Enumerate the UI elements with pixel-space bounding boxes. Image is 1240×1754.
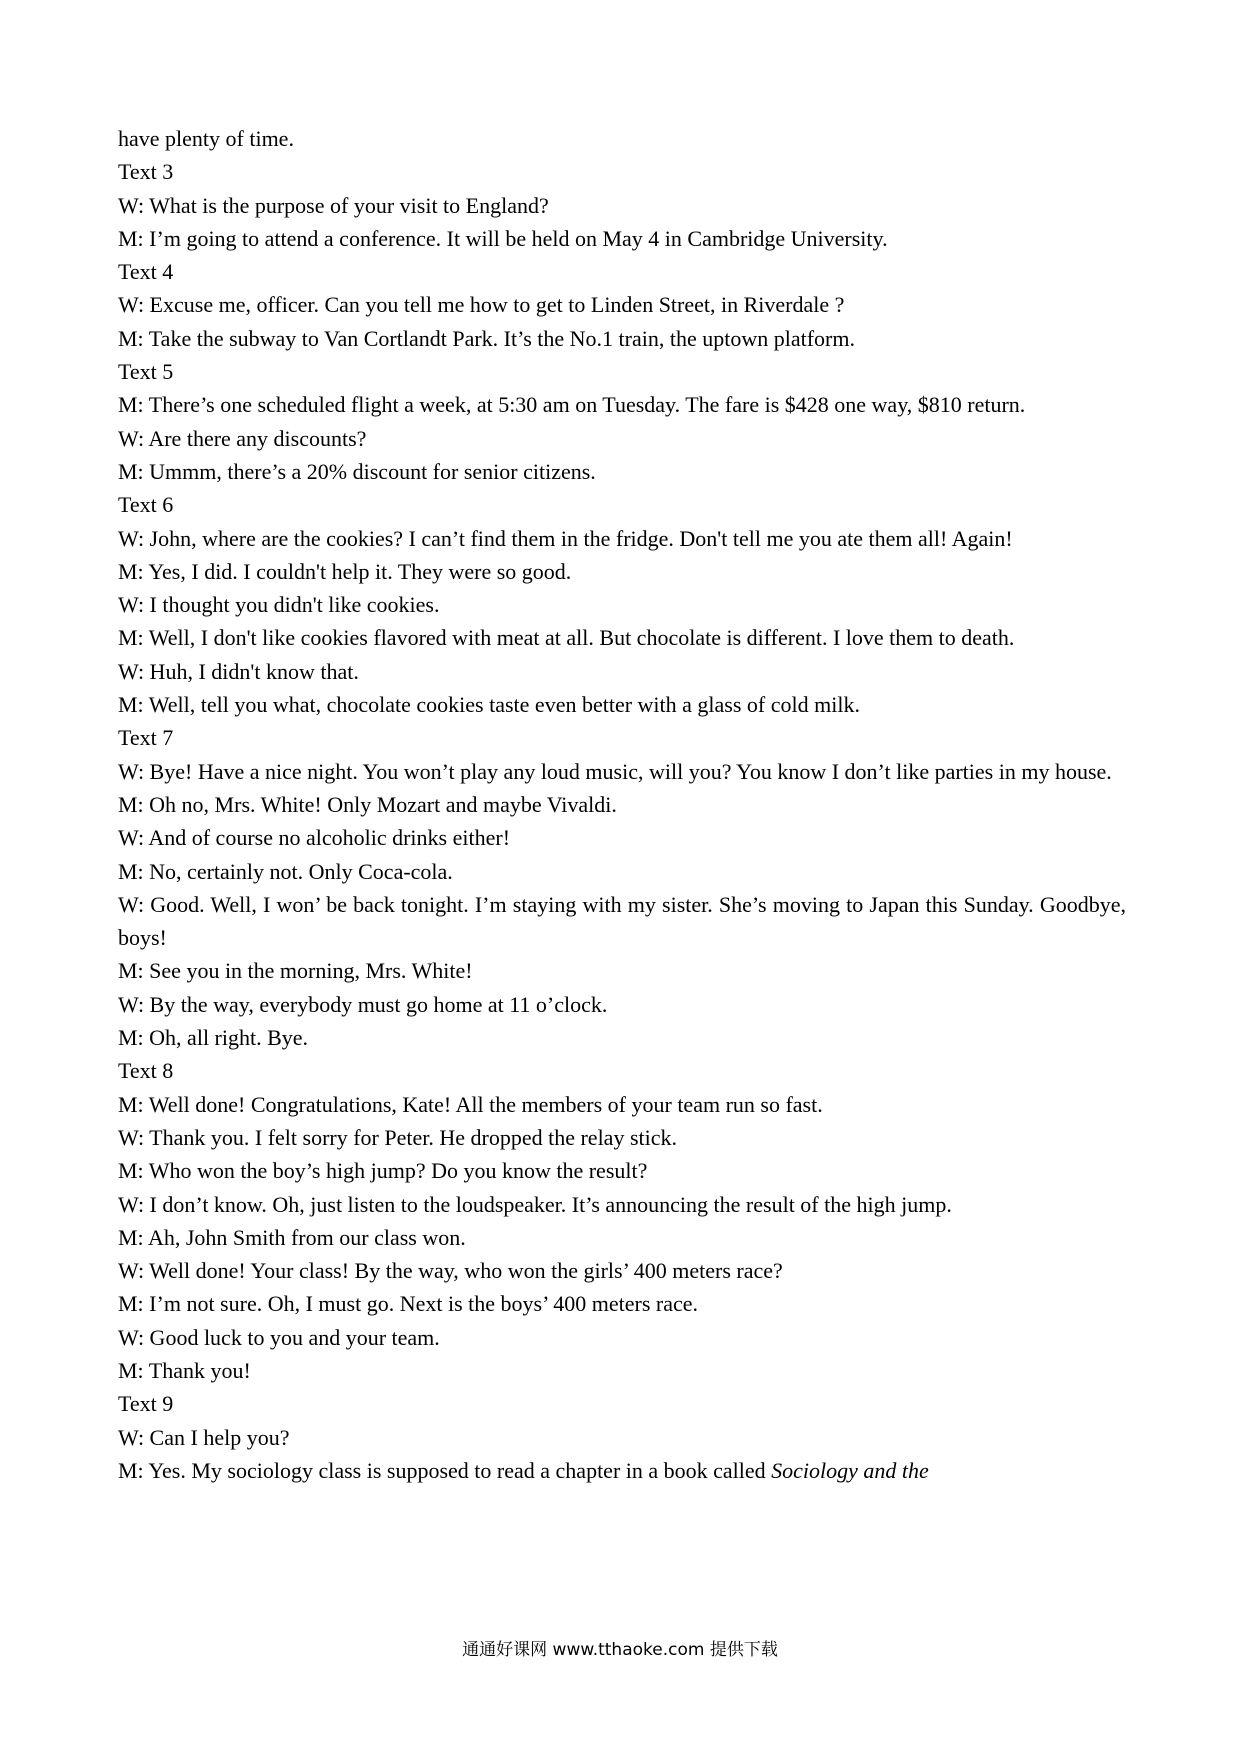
- dialogue-line: W: I thought you didn't like cookies.: [118, 592, 440, 618]
- section-heading: Text 9: [118, 1391, 174, 1417]
- dialogue-line: W: Excuse me, officer. Can you tell me how to get to Linden Street, in Riverdale ?: [118, 292, 845, 318]
- section-heading: Text 6: [118, 492, 174, 518]
- dialogue-line: W: What is the purpose of your visit to England?: [118, 192, 549, 218]
- dialogue-line: W: Can I help you?: [118, 1424, 290, 1450]
- dialogue-paragraph: W: Good. Well, I won’ be back tonight. I’m staying with my sister. She’s moving to Japan this Sunday. Goodbye, boys!: [118, 891, 1126, 951]
- dialogue-line: W: Huh, I didn't know that.: [118, 658, 359, 684]
- dialogue-line: M: Well, tell you what, chocolate cookies taste even better with a glass of cold milk.: [118, 692, 860, 718]
- dialogue-line: M: Ah, John Smith from our class won.: [118, 1224, 466, 1250]
- page-footer: 通通好课网 www.tthaoke.com 提供下载: [462, 1640, 778, 1660]
- dialogue-line: W: Thank you. I felt sorry for Peter. He dropped the relay stick.: [118, 1124, 678, 1150]
- section-heading: Text 8: [118, 1058, 174, 1084]
- dialogue-line: M: Take the subway to Van Cortlandt Park. It’s the No.1 train, the uptown platform.: [118, 325, 855, 351]
- dialogue-line: M: See you in the morning, Mrs. White!: [118, 958, 473, 984]
- dialogue-paragraph: W: Bye! Have a nice night. You won’t play any loud music, will you? You know I don’t like parties in my house.: [118, 758, 1112, 784]
- book-title: Sociology and the: [771, 1457, 929, 1483]
- section-heading: Text 7: [118, 725, 174, 751]
- section-heading: Text 4: [118, 259, 174, 285]
- text-line: have plenty of time.: [118, 126, 294, 151]
- dialogue-line: W: By the way, everybody must go home at 11 o’clock.: [118, 991, 608, 1017]
- dialogue-line: M: I’m going to attend a conference. It will be held on May 4 in Cambridge University.: [118, 225, 888, 251]
- dialogue-line: W: Well done! Your class! By the way, who won the girls’ 400 meters race?: [118, 1258, 783, 1284]
- dialogue-text: M: Yes. My sociology class is supposed to read a chapter in a book called: [118, 1457, 772, 1483]
- dialogue-line: M: Well done! Congratulations, Kate! All the members of your team run so fast.: [118, 1091, 823, 1117]
- dialogue-line: M: Thank you!: [118, 1357, 251, 1383]
- dialogue-line: M: Yes, I did. I couldn't help it. They were so good.: [118, 558, 572, 584]
- dialogue-paragraph-last: [118, 1454, 1126, 1487]
- section-heading: Text 3: [118, 159, 174, 185]
- dialogue-line: W: I don’t know. Oh, just listen to the loudspeaker. It’s announcing the result of the high jump.: [118, 1191, 952, 1217]
- dialogue-line: M: Who won the boy’s high jump? Do you know the result?: [118, 1158, 648, 1184]
- dialogue-line: W: Are there any discounts?: [118, 425, 367, 451]
- dialogue-line: M: Oh no, Mrs. White! Only Mozart and maybe Vivaldi.: [118, 791, 617, 817]
- section-heading: Text 5: [118, 359, 174, 385]
- dialogue-line: M: I’m not sure. Oh, I must go. Next is the boys’ 400 meters race.: [118, 1291, 699, 1317]
- dialogue-paragraph: W: John, where are the cookies? I can’t find them in the fridge. Don't tell me you ate them all! Again!: [118, 525, 1013, 551]
- dialogue-line: W: Good luck to you and your team.: [118, 1324, 440, 1350]
- dialogue-line: M: Oh, all right. Bye.: [118, 1025, 309, 1051]
- dialogue-line: M: No, certainly not. Only Coca-cola.: [118, 858, 453, 884]
- dialogue-paragraph: M: There’s one scheduled flight a week, at 5:30 am on Tuesday. The fare is $428 one way, $810 return.: [118, 392, 1026, 418]
- dialogue-paragraph: M: Well, I don't like cookies flavored with meat at all. But chocolate is different. I love them to death.: [118, 625, 1015, 651]
- dialogue-line: W: And of course no alcoholic drinks either!: [118, 825, 511, 851]
- transcript-body: [118, 122, 1126, 1487]
- dialogue-line: M: Ummm, there’s a 20% discount for senior citizens.: [118, 458, 596, 484]
